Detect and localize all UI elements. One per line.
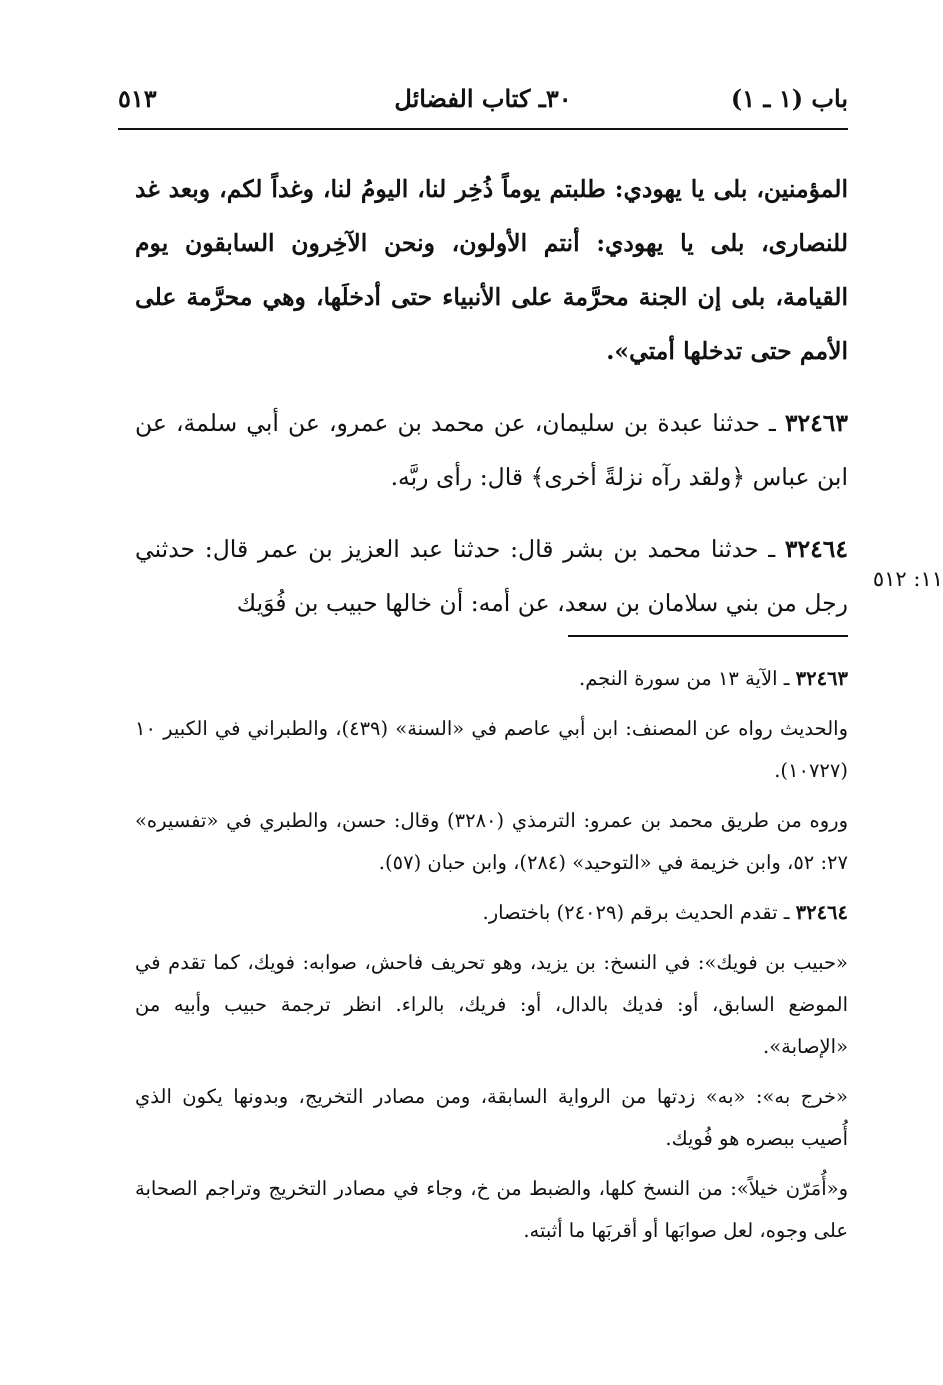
- page-number: ٥١٣: [118, 84, 157, 113]
- footnote-number: ٣٢٤٦٣: [795, 667, 848, 690]
- footnote: [135, 892, 848, 934]
- hadith-32463: [135, 396, 848, 504]
- margin-reference: ١١: ٥١٢: [872, 567, 943, 591]
- hadith-number: ٣٢٤٦٤: [784, 535, 848, 563]
- hadith-text: ـ حدثنا محمد بن بشر قال: حدثنا عبد العزيز بن عمر قال: حدثني رجل من بني سلامان بن سعد، عن أمه: أن خالها حبيب بن فُوَيك: [135, 535, 848, 617]
- footnote-divider: [568, 635, 848, 637]
- footnote-text: ـ الآية ١٣ من سورة النجم.: [579, 667, 796, 690]
- chapter-label: باب (١ ـ ١): [730, 84, 848, 113]
- footnote: والحديث رواه عن المصنف: ابن أبي عاصم في «السنة» (٤٣٩)، والطبراني في الكبير ١٠ (١٠٧٢٧).: [135, 717, 848, 782]
- footnote: و«أُمَرّن خيلاً»: من النسخ كلها، والضبط من خ، وجاء في مصادر التخريج وتراجم الصحابة على وجوه، لعل صوابَها أو أقربَها ما أثبته.: [135, 1177, 848, 1242]
- footnote-number: ٣٢٤٦٤: [795, 901, 848, 924]
- footnotes: [135, 658, 848, 1260]
- hadith-number: ٣٢٤٦٣: [784, 409, 848, 437]
- footnote: «حبيب بن فويك»: في النسخ: بن يزيد، وهو تحريف فاحش، صوابه: فويك، كما تقدم في الموضع السابق، أو: فديك بالدال، أو: فريك، بالراء. انظر ترجمة حبيب وأبيه من «الإصابة».: [135, 951, 848, 1058]
- footnote-text: ـ تقدم الحديث برقم (٢٤٠٢٩) باختصار.: [482, 901, 796, 924]
- page-header: [118, 84, 848, 124]
- footnote: [135, 658, 848, 700]
- footnote: وروه من طريق محمد بن عمرو: الترمذي (٣٢٨٠) وقال: حسن، والطبري في «تفسيره» ٢٧: ٥٢، وابن خزيمة في «التوحيد» (٢٨٤)، وابن حبان (٥٧).: [135, 809, 848, 874]
- footnote: «خرج به»: «به» زدتها من الرواية السابقة، ومن مصادر التخريج، وبدونها يكون الذي أُصيب ببصره هو فُويك.: [135, 1085, 848, 1150]
- book-title: ٣٠ـ كتاب الفضائل: [394, 84, 572, 113]
- hadith-text: ـ حدثنا عبدة بن سليمان، عن محمد بن عمرو، عن أبي سلمة، عن ابن عباس ﴿ولقد رآه نزلةً أخرى﴾ قال: رأى ربَّه.: [135, 409, 848, 491]
- main-text: [135, 162, 848, 630]
- hadith-32464: [135, 522, 848, 630]
- header-divider: [118, 128, 848, 130]
- hadith-continuation: المؤمنين، بلى يا يهودي: طلبتم يوماً ذُخِر لنا، اليومُ لنا، وغداً لكم، وبعد غد للنصارى، بلى يا يهودي: أنتم الأولون، ونحن الآخِرون السابقون يوم القيامة، بلى إن الجنة محرَّمة على الأنبياء حتى أدخلَها، وهي محرَّمة على الأمم حتى تدخلها أمتي».: [135, 175, 848, 365]
